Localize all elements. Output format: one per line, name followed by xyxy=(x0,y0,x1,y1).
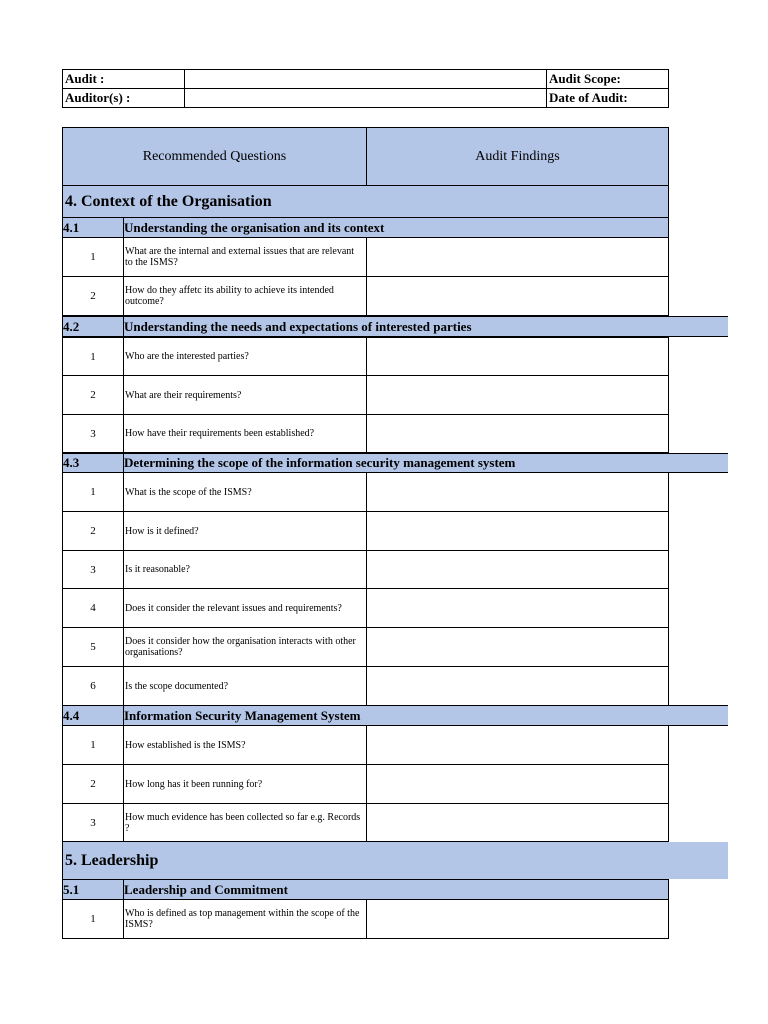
findings-cell[interactable] xyxy=(366,627,669,667)
subsection-number: 4.1 xyxy=(62,217,124,238)
question-number: 2 xyxy=(62,276,124,316)
question-text: Who is defined as top management within the scope of the ISMS? xyxy=(123,899,367,939)
column-header-questions: Recommended Questions xyxy=(62,127,367,186)
question-text: Does it consider how the organisation interacts with other organisations? xyxy=(123,627,367,667)
subsection-number: 5.1 xyxy=(62,879,124,900)
findings-cell[interactable] xyxy=(366,725,669,765)
findings-cell[interactable] xyxy=(366,337,669,376)
findings-cell[interactable] xyxy=(366,764,669,804)
question-number: 2 xyxy=(62,511,124,551)
question-number: 6 xyxy=(62,666,124,706)
subsection-title: Leadership and Commitment xyxy=(124,881,288,897)
findings-cell[interactable] xyxy=(366,276,669,316)
question-text: How established is the ISMS? xyxy=(123,725,367,765)
subsection-title: Understanding the needs and expectations of interested parties xyxy=(124,318,472,334)
question-number: 1 xyxy=(62,337,124,376)
question-number: 2 xyxy=(62,764,124,804)
question-number: 5 xyxy=(62,627,124,667)
question-number: 3 xyxy=(62,550,124,589)
subsection-title: Determining the scope of the information security management system xyxy=(124,455,516,470)
audit-scope-label: Audit Scope: xyxy=(546,69,669,89)
audit-label: Audit : xyxy=(62,69,185,89)
question-number: 4 xyxy=(62,588,124,628)
question-text: What is the scope of the ISMS? xyxy=(123,472,367,512)
section-title: 4. Context of the Organisation xyxy=(62,186,669,217)
findings-cell[interactable] xyxy=(366,899,669,939)
subsection-number: 4.2 xyxy=(62,316,124,337)
question-number: 1 xyxy=(62,725,124,765)
question-text: Who are the interested parties? xyxy=(123,337,367,376)
question-text: How have their requirements been established? xyxy=(123,414,367,453)
subsection-number: 4.4 xyxy=(62,705,124,726)
findings-cell[interactable] xyxy=(366,511,669,551)
question-text: How do they affetc its ability to achieve its intended outcome? xyxy=(123,276,367,316)
findings-cell[interactable] xyxy=(366,803,669,842)
findings-cell[interactable] xyxy=(366,237,669,277)
findings-cell[interactable] xyxy=(366,472,669,512)
section-title: 5. Leadership xyxy=(62,842,728,879)
question-text: What are their requirements? xyxy=(123,375,367,415)
date-of-audit-label: Date of Audit: xyxy=(546,88,669,108)
question-number: 1 xyxy=(62,899,124,939)
question-text: How much evidence has been collected so far e.g. Records ? xyxy=(123,803,367,842)
question-text: How long has it been running for? xyxy=(123,764,367,804)
question-text: What are the internal and external issues that are relevant to the ISMS? xyxy=(123,237,367,277)
subsection-number: 4.3 xyxy=(62,453,124,473)
findings-cell[interactable] xyxy=(366,550,669,589)
question-number: 3 xyxy=(62,803,124,842)
findings-cell[interactable] xyxy=(366,666,669,706)
auditors-field[interactable] xyxy=(184,88,547,108)
findings-cell[interactable] xyxy=(366,414,669,453)
question-number: 1 xyxy=(62,472,124,512)
question-text: How is it defined? xyxy=(123,511,367,551)
question-text: Is it reasonable? xyxy=(123,550,367,589)
column-header-findings: Audit Findings xyxy=(366,127,669,186)
subsection-title: Understanding the organisation and its context xyxy=(124,219,385,235)
findings-cell[interactable] xyxy=(366,375,669,415)
audit-field[interactable] xyxy=(184,69,547,89)
question-text: Does it consider the relevant issues and requirements? xyxy=(123,588,367,628)
findings-cell[interactable] xyxy=(366,588,669,628)
auditors-label: Auditor(s) : xyxy=(62,88,185,108)
question-number: 3 xyxy=(62,414,124,453)
question-text: Is the scope documented? xyxy=(123,666,367,706)
question-number: 1 xyxy=(62,237,124,277)
question-number: 2 xyxy=(62,375,124,415)
subsection-title: Information Security Management System xyxy=(124,707,361,723)
